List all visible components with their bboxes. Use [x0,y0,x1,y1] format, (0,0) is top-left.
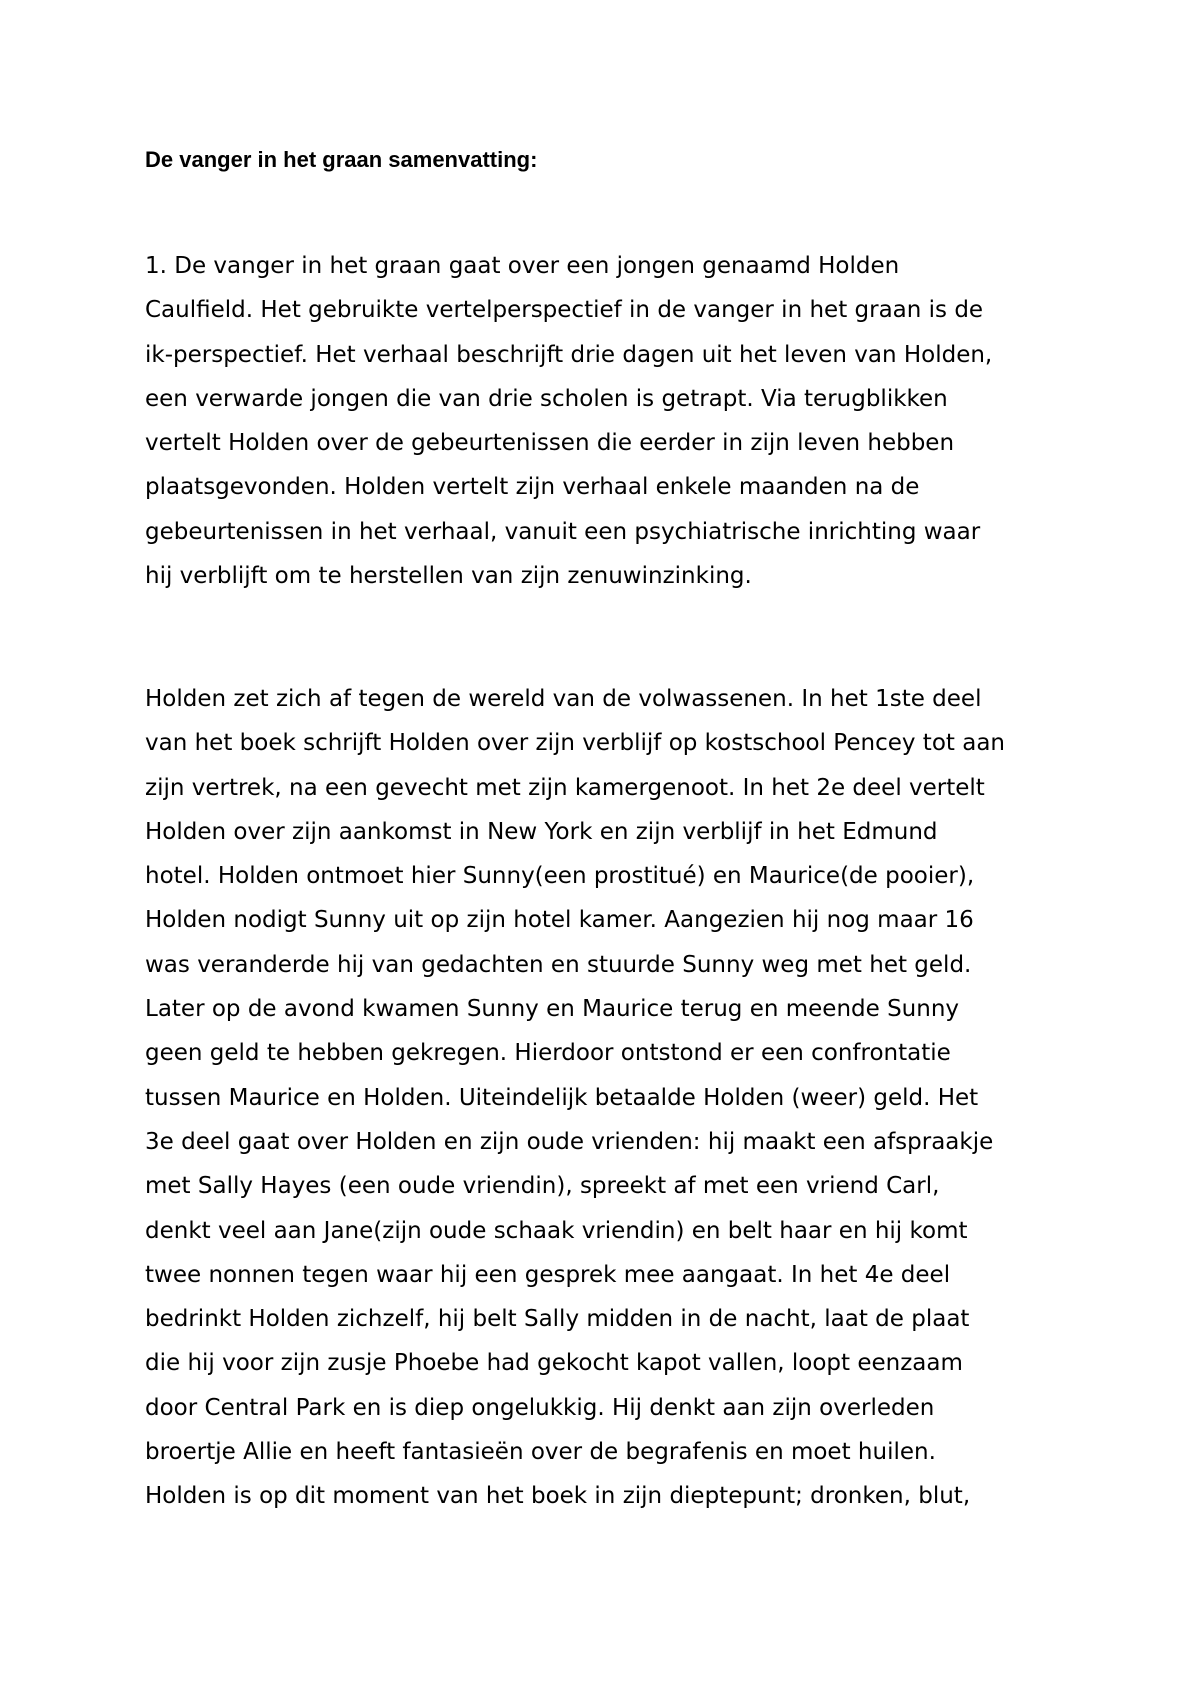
paragraph-line: was veranderde hij van gedachten en stuurde Sunny weg met het geld. [145,951,972,978]
paragraph-line: een verwarde jongen die van drie scholen is getrapt. Via terugblikken [145,385,948,412]
paragraph-line: bedrinkt Holden zichzelf, hij belt Sally midden in de nacht, laat de plaat [145,1306,970,1333]
document-title: De vanger in het graan samenvatting: [145,147,538,172]
paragraph-line: van het boek schrijft Holden over zijn verblijf op kostschool Pencey tot aan [145,730,1005,757]
paragraph-line: twee nonnen tegen waar hij een gesprek mee aangaat. In het 4e deel [145,1261,951,1288]
paragraph-line: Holden zet zich af tegen de wereld van de volwassenen. In het 1ste deel [145,686,982,712]
paragraph-line: tussen Maurice en Holden. Uiteindelijk betaalde Holden (weer) geld. Het [145,1084,979,1111]
paragraph-line: met Sally Hayes (een oude vriendin), spreekt af met een vriend Carl, [145,1173,940,1200]
paragraph-line: Later op de avond kwamen Sunny en Maurice terug en meende Sunny [145,996,960,1023]
paragraph-line: plaatsgevonden. Holden vertelt zijn verhaal enkele maanden na de [145,474,920,501]
paragraph-line: die hij voor zijn zusje Phoebe had gekocht kapot vallen, loopt eenzaam [145,1350,963,1377]
paragraph-line: gebeurtenissen in het verhaal, vanuit een psychiatrische inrichting waar [145,518,981,545]
paragraph-line: 3e deel gaat over Holden en zijn oude vrienden: hij maakt een afspraakje [145,1128,994,1155]
paragraph-line: Holden over zijn aankomst in New York en zijn verblijf in het Edmund [145,818,938,845]
paragraph-line: vertelt Holden over de gebeurtenissen die eerder in zijn leven hebben [145,430,955,457]
paragraph-line: hij verblijft om te herstellen van zijn zenuwinzinking. [145,563,752,590]
paragraph-line: geen geld te hebben gekregen. Hierdoor ontstond er een confrontatie [145,1040,951,1067]
paragraph-summary-intro [145,244,992,598]
paragraph-line: denkt veel aan Jane(zijn oude schaak vriendin) en belt haar en hij komt [145,1217,968,1244]
paragraph-line: 1. De vanger in het graan gaat over een jongen genaamd Holden [145,253,900,279]
paragraph-line: Holden nodigt Sunny uit op zijn hotel kamer. Aangezien hij nog maar 16 [145,907,974,934]
paragraph-line: hotel. Holden ontmoet hier Sunny(een prostitué) en Maurice(de pooier), [145,863,975,890]
paragraph-line: door Central Park en is diep ongelukkig. Hij denkt aan zijn overleden [145,1394,935,1421]
paragraph-line: ik-perspectief. Het verhaal beschrijft drie dagen uit het leven van Holden, [145,341,993,368]
paragraph-line: Holden is op dit moment van het boek in zijn dieptepunt; dronken, blut, [145,1483,971,1510]
paragraph-plot-parts [145,677,1005,1519]
paragraph-line: broertje Allie en heeft fantasieën over de begrafenis en moet huilen. [145,1439,936,1466]
paragraph-line: Caulfield. Het gebruikte vertelperspectief in de vanger in het graan is de [145,297,984,324]
paragraph-line: zijn vertrek, na een gevecht met zijn kamergenoot. In het 2e deel vertelt [145,774,985,801]
